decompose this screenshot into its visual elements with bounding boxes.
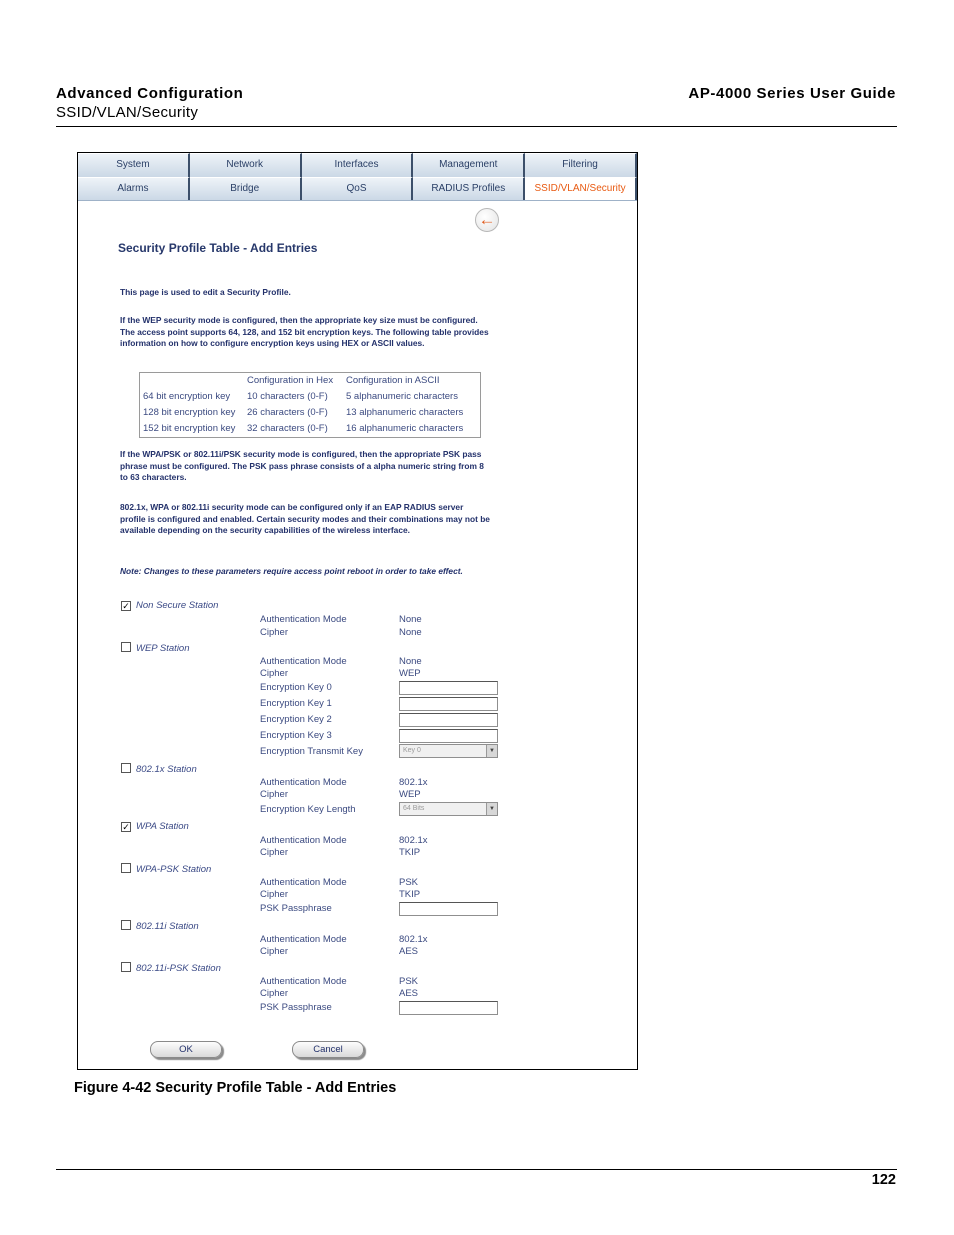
auth-mode-label: Authentication Mode	[260, 835, 347, 846]
encryption-key-2-input[interactable]	[399, 713, 498, 727]
tab-alarms[interactable]: Alarms	[78, 177, 190, 200]
tab-radius-profiles[interactable]: RADIUS Profiles	[413, 177, 525, 200]
cipher-value: AES	[399, 988, 419, 999]
wep-station-checkbox[interactable]	[121, 642, 131, 652]
encryption-key-3-label: Encryption Key 3	[260, 730, 332, 741]
encryption-key-1-label: Encryption Key 1	[260, 698, 332, 709]
table-cell: 10 characters (0-F)	[247, 391, 328, 402]
cipher-value: WEP	[399, 789, 421, 800]
encryption-key-0-label: Encryption Key 0	[260, 682, 332, 693]
encryption-transmit-key-value: Key 0	[403, 747, 421, 754]
cipher-label: Cipher	[260, 627, 288, 638]
tab-row-1	[78, 153, 637, 177]
non-secure-station	[121, 600, 218, 611]
header-rule	[56, 126, 897, 127]
section-subtitle: SSID/VLAN/Security	[56, 104, 199, 121]
table-cell: 26 characters (0-F)	[247, 407, 328, 418]
auth-mode-value: None	[399, 656, 422, 667]
auth-mode-label: Authentication Mode	[260, 777, 347, 788]
dot11i-psk-station	[121, 962, 221, 974]
table-header-ascii: Configuration in ASCII	[346, 375, 440, 386]
tab-system[interactable]: System	[78, 153, 190, 177]
cipher-label: Cipher	[260, 946, 288, 957]
wpa-station-label: WPA Station	[136, 821, 189, 832]
cipher-label: Cipher	[260, 988, 288, 999]
auth-mode-value: 802.1x	[399, 777, 428, 788]
wpa-psk-station-checkbox[interactable]	[121, 863, 131, 873]
guide-title: AP-4000 Series User Guide	[688, 85, 896, 102]
non-secure-station-label: Non Secure Station	[136, 600, 219, 611]
encryption-key-0-input[interactable]	[399, 681, 498, 695]
tab-ssid-vlan-security[interactable]: SSID/VLAN/Security	[525, 177, 637, 200]
section-title: Advanced Configuration	[56, 85, 244, 102]
table-header-row	[143, 374, 480, 390]
key-size-table	[139, 372, 481, 438]
auth-mode-value: PSK	[399, 877, 419, 888]
wpa-psk-passphrase-input[interactable]	[399, 902, 498, 916]
dot1x-station	[121, 763, 197, 775]
page-title: Security Profile Table - Add Entries	[118, 241, 318, 255]
table-cell: 32 characters (0-F)	[247, 423, 328, 434]
table-row	[143, 406, 480, 422]
tab-interfaces[interactable]: Interfaces	[302, 153, 414, 177]
cipher-value: AES	[399, 946, 419, 957]
tab-row-2	[78, 177, 637, 201]
auth-mode-label: Authentication Mode	[260, 614, 347, 625]
cipher-label: Cipher	[260, 847, 288, 858]
wep-station	[121, 642, 190, 654]
cipher-value: WEP	[399, 668, 421, 679]
table-cell: 152 bit encryption key	[143, 423, 236, 434]
encryption-transmit-key-label: Encryption Transmit Key	[260, 746, 363, 757]
cipher-label: Cipher	[260, 789, 288, 800]
dot11i-station	[121, 920, 199, 932]
screenshot-frame	[77, 152, 638, 1070]
psk-passphrase-label: PSK Passphrase	[260, 1002, 332, 1013]
encryption-key-3-input[interactable]	[399, 729, 498, 743]
wpa-station	[121, 821, 189, 832]
dot1x-station-checkbox[interactable]	[121, 763, 131, 773]
cipher-value: TKIP	[399, 889, 421, 900]
dot1x-station-label: 802.1x Station	[136, 764, 197, 775]
dot11i-station-checkbox[interactable]	[121, 920, 131, 930]
auth-mode-value: 802.1x	[399, 934, 428, 945]
chevron-down-icon: ▼	[486, 803, 497, 815]
tab-qos[interactable]: QoS	[302, 177, 414, 200]
tab-network[interactable]: Network	[190, 153, 302, 177]
encryption-key-1-input[interactable]	[399, 697, 498, 711]
table-header-hex: Configuration in Hex	[247, 375, 334, 386]
tab-management[interactable]: Management	[413, 153, 525, 177]
psk-passphrase-label: PSK Passphrase	[260, 903, 332, 914]
footer-rule	[56, 1169, 897, 1170]
non-secure-station-checkbox[interactable]: ✓	[122, 601, 130, 611]
tab-filtering[interactable]: Filtering	[525, 153, 637, 177]
cipher-label: Cipher	[260, 668, 288, 679]
cipher-value: None	[399, 627, 422, 638]
auth-mode-value: 802.1x	[399, 835, 428, 846]
encryption-key-2-label: Encryption Key 2	[260, 714, 332, 725]
psk-info-text: If the WPA/PSK or 802.11i/PSK security mode is configured, then the appropriate PSK pass phrase must be configured. The PSK pass phrase consists of a alpha numeric string from 8 to 63 characters.	[120, 449, 484, 483]
encryption-key-length-value: 64 Bits	[403, 805, 425, 812]
auth-mode-label: Authentication Mode	[260, 656, 347, 667]
wpa-station-checkbox[interactable]: ✓	[122, 822, 130, 832]
page-number: 122	[871, 1172, 896, 1188]
auth-mode-label: Authentication Mode	[260, 877, 347, 888]
wpa-psk-station	[121, 863, 211, 875]
table-cell: 5 alphanumeric characters	[346, 391, 458, 402]
dot11i-station-label: 802.11i Station	[136, 921, 199, 932]
wpa-psk-station-label: WPA-PSK Station	[136, 864, 212, 875]
dot11i-psk-passphrase-input[interactable]	[399, 1001, 498, 1015]
table-row	[143, 390, 480, 406]
table-cell: 16 alphanumeric characters	[346, 423, 464, 434]
auth-mode-label: Authentication Mode	[260, 976, 347, 987]
table-cell: 13 alphanumeric characters	[346, 407, 464, 418]
table-cell: 128 bit encryption key	[143, 407, 236, 418]
intro-text: This page is used to edit a Security Profile.	[120, 287, 291, 297]
dot11i-psk-station-label: 802.11i-PSK Station	[136, 963, 221, 974]
auth-mode-value: None	[399, 614, 422, 625]
cancel-button[interactable]: Cancel	[292, 1041, 364, 1058]
table-cell: 64 bit encryption key	[143, 391, 231, 402]
cipher-value: TKIP	[399, 847, 421, 858]
auth-mode-value: PSK	[399, 976, 419, 987]
ok-button[interactable]: OK	[150, 1041, 222, 1058]
back-arrow-icon[interactable]: ←	[475, 208, 499, 232]
reboot-note: Note: Changes to these parameters require access point reboot in order to take effect.	[120, 566, 463, 576]
dot11i-psk-station-checkbox[interactable]	[121, 962, 131, 972]
chevron-down-icon: ▼	[486, 745, 497, 757]
table-row	[143, 422, 480, 438]
encryption-transmit-key-select[interactable]	[399, 744, 498, 758]
cipher-label: Cipher	[260, 889, 288, 900]
figure-caption: Figure 4-42 Security Profile Table - Add Entries	[74, 1080, 397, 1096]
tab-bridge[interactable]: Bridge	[190, 177, 302, 200]
auth-mode-label: Authentication Mode	[260, 934, 347, 945]
encryption-key-length-select[interactable]	[399, 802, 498, 816]
wep-station-label: WEP Station	[136, 643, 190, 654]
radius-info-text: 802.1x, WPA or 802.11i security mode can be configured only if an EAP RADIUS server profile is configured and enabled. Certain security modes and their combinations may not be available depending on the security capabilities of the wireless interface.	[120, 502, 490, 536]
encryption-key-length-label: Encryption Key Length	[260, 804, 356, 815]
wep-info-text: If the WEP security mode is configured, then the appropriate key size must be configured. The access point supports 64, 128, and 152 bit encryption keys. The following table provides information on how to configure encryption keys using HEX or ASCII values.	[120, 315, 489, 349]
doc-header-left	[56, 85, 243, 121]
